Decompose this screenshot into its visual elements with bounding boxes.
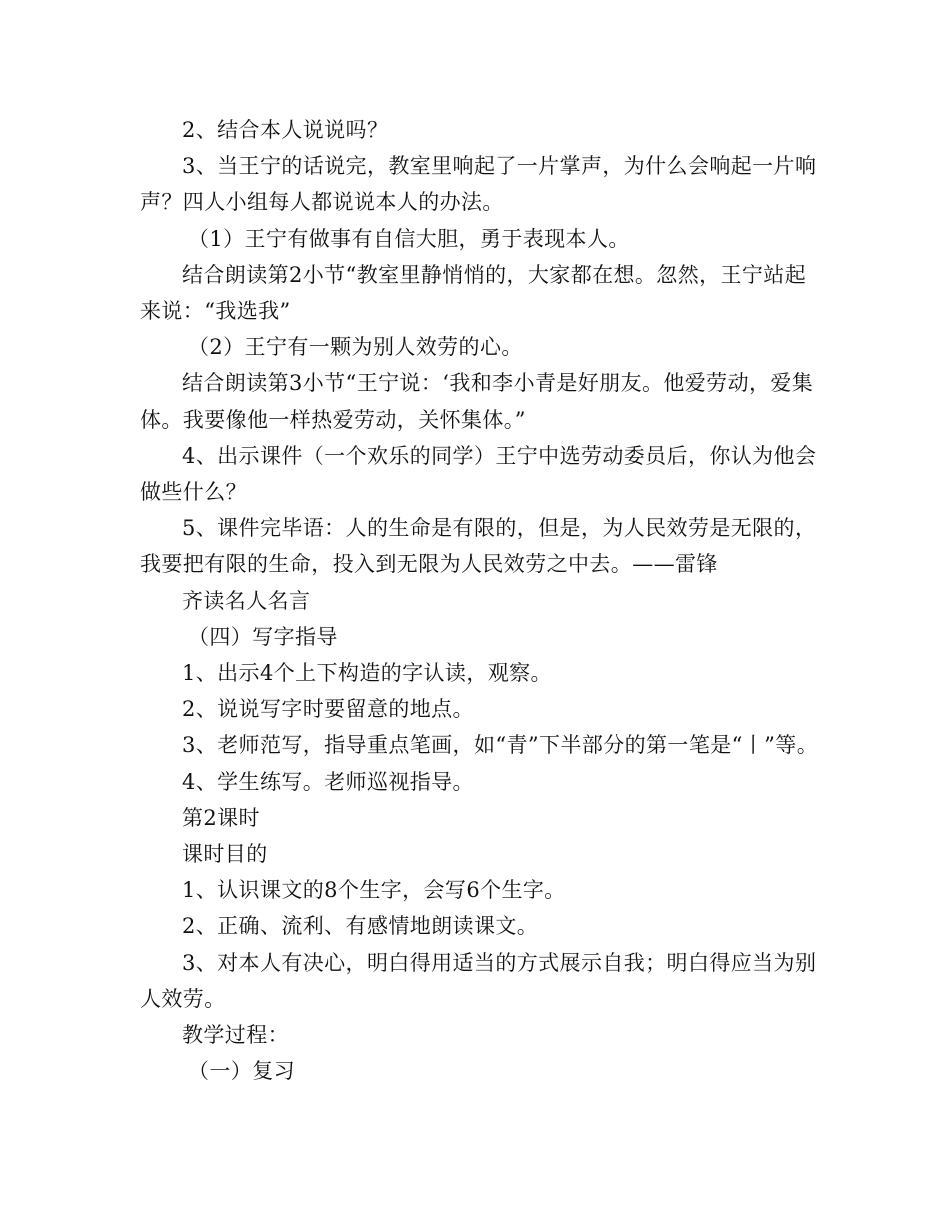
paragraph: 结合朗读第3小节“王宁说：‘我和李小青是好朋友。他爱劳动，爱集体。我要像他一样热爱劳动，关怀集体。” <box>140 371 814 432</box>
paragraph: 3、当王宁的话说完，教室里响起了一片掌声，为什么会响起一片响声？四人小组每人都说说本人的办法。 <box>140 154 817 215</box>
paragraph: 2、正确、流利、有感情地朗读课文。 <box>182 914 539 939</box>
section-heading: 课时目的 <box>182 842 268 867</box>
paragraph: 3、对本人有决心，明白得用适当的方式展示自我；明白得应当为别人效劳。 <box>140 950 817 1011</box>
paragraph: 4、出示课件（一个欢乐的同学）王宁中选劳动委员后，你认为他会做些什么？ <box>140 443 817 505</box>
paragraph: 2、说说写字时要留意的地点。 <box>182 697 474 722</box>
paragraph: 齐读名人名言 <box>182 588 311 613</box>
paragraph: 5、课件完毕语：人的生命是有限的，但是，为人民效劳是无限的，我要把有限的生命，投入到无限为人民效劳之中去。——雷锋 <box>140 516 817 577</box>
paragraph: 1、出示4个上下构造的字认读，观察。 <box>182 661 552 686</box>
section-heading: （四）写字指导 <box>188 624 338 649</box>
paragraph: 4、学生练写。老师巡视指导。 <box>182 769 474 794</box>
paragraph: （1）王宁有做事有自信大胆，勇于表现本人。 <box>188 226 630 251</box>
paragraph: （2）王宁有一颗为别人效劳的心。 <box>188 335 523 360</box>
document-body <box>140 112 820 1089</box>
section-heading: 教学过程： <box>182 1023 289 1048</box>
paragraph: 3、老师范写，指导重点笔画，如“青”下半部分的第一笔是“丨”等。 <box>182 733 819 758</box>
paragraph: 结合朗读第2小节“教室里静悄悄的，大家都在想。忽然，王宁站起来说：“我选我” <box>140 262 807 324</box>
section-heading: 第2课时 <box>182 805 260 830</box>
section-heading: （一）复习 <box>188 1059 295 1084</box>
paragraph: 2、结合本人说说吗？ <box>182 118 389 142</box>
paragraph: 1、认识课文的8个生字，会写6个生字。 <box>182 878 566 903</box>
